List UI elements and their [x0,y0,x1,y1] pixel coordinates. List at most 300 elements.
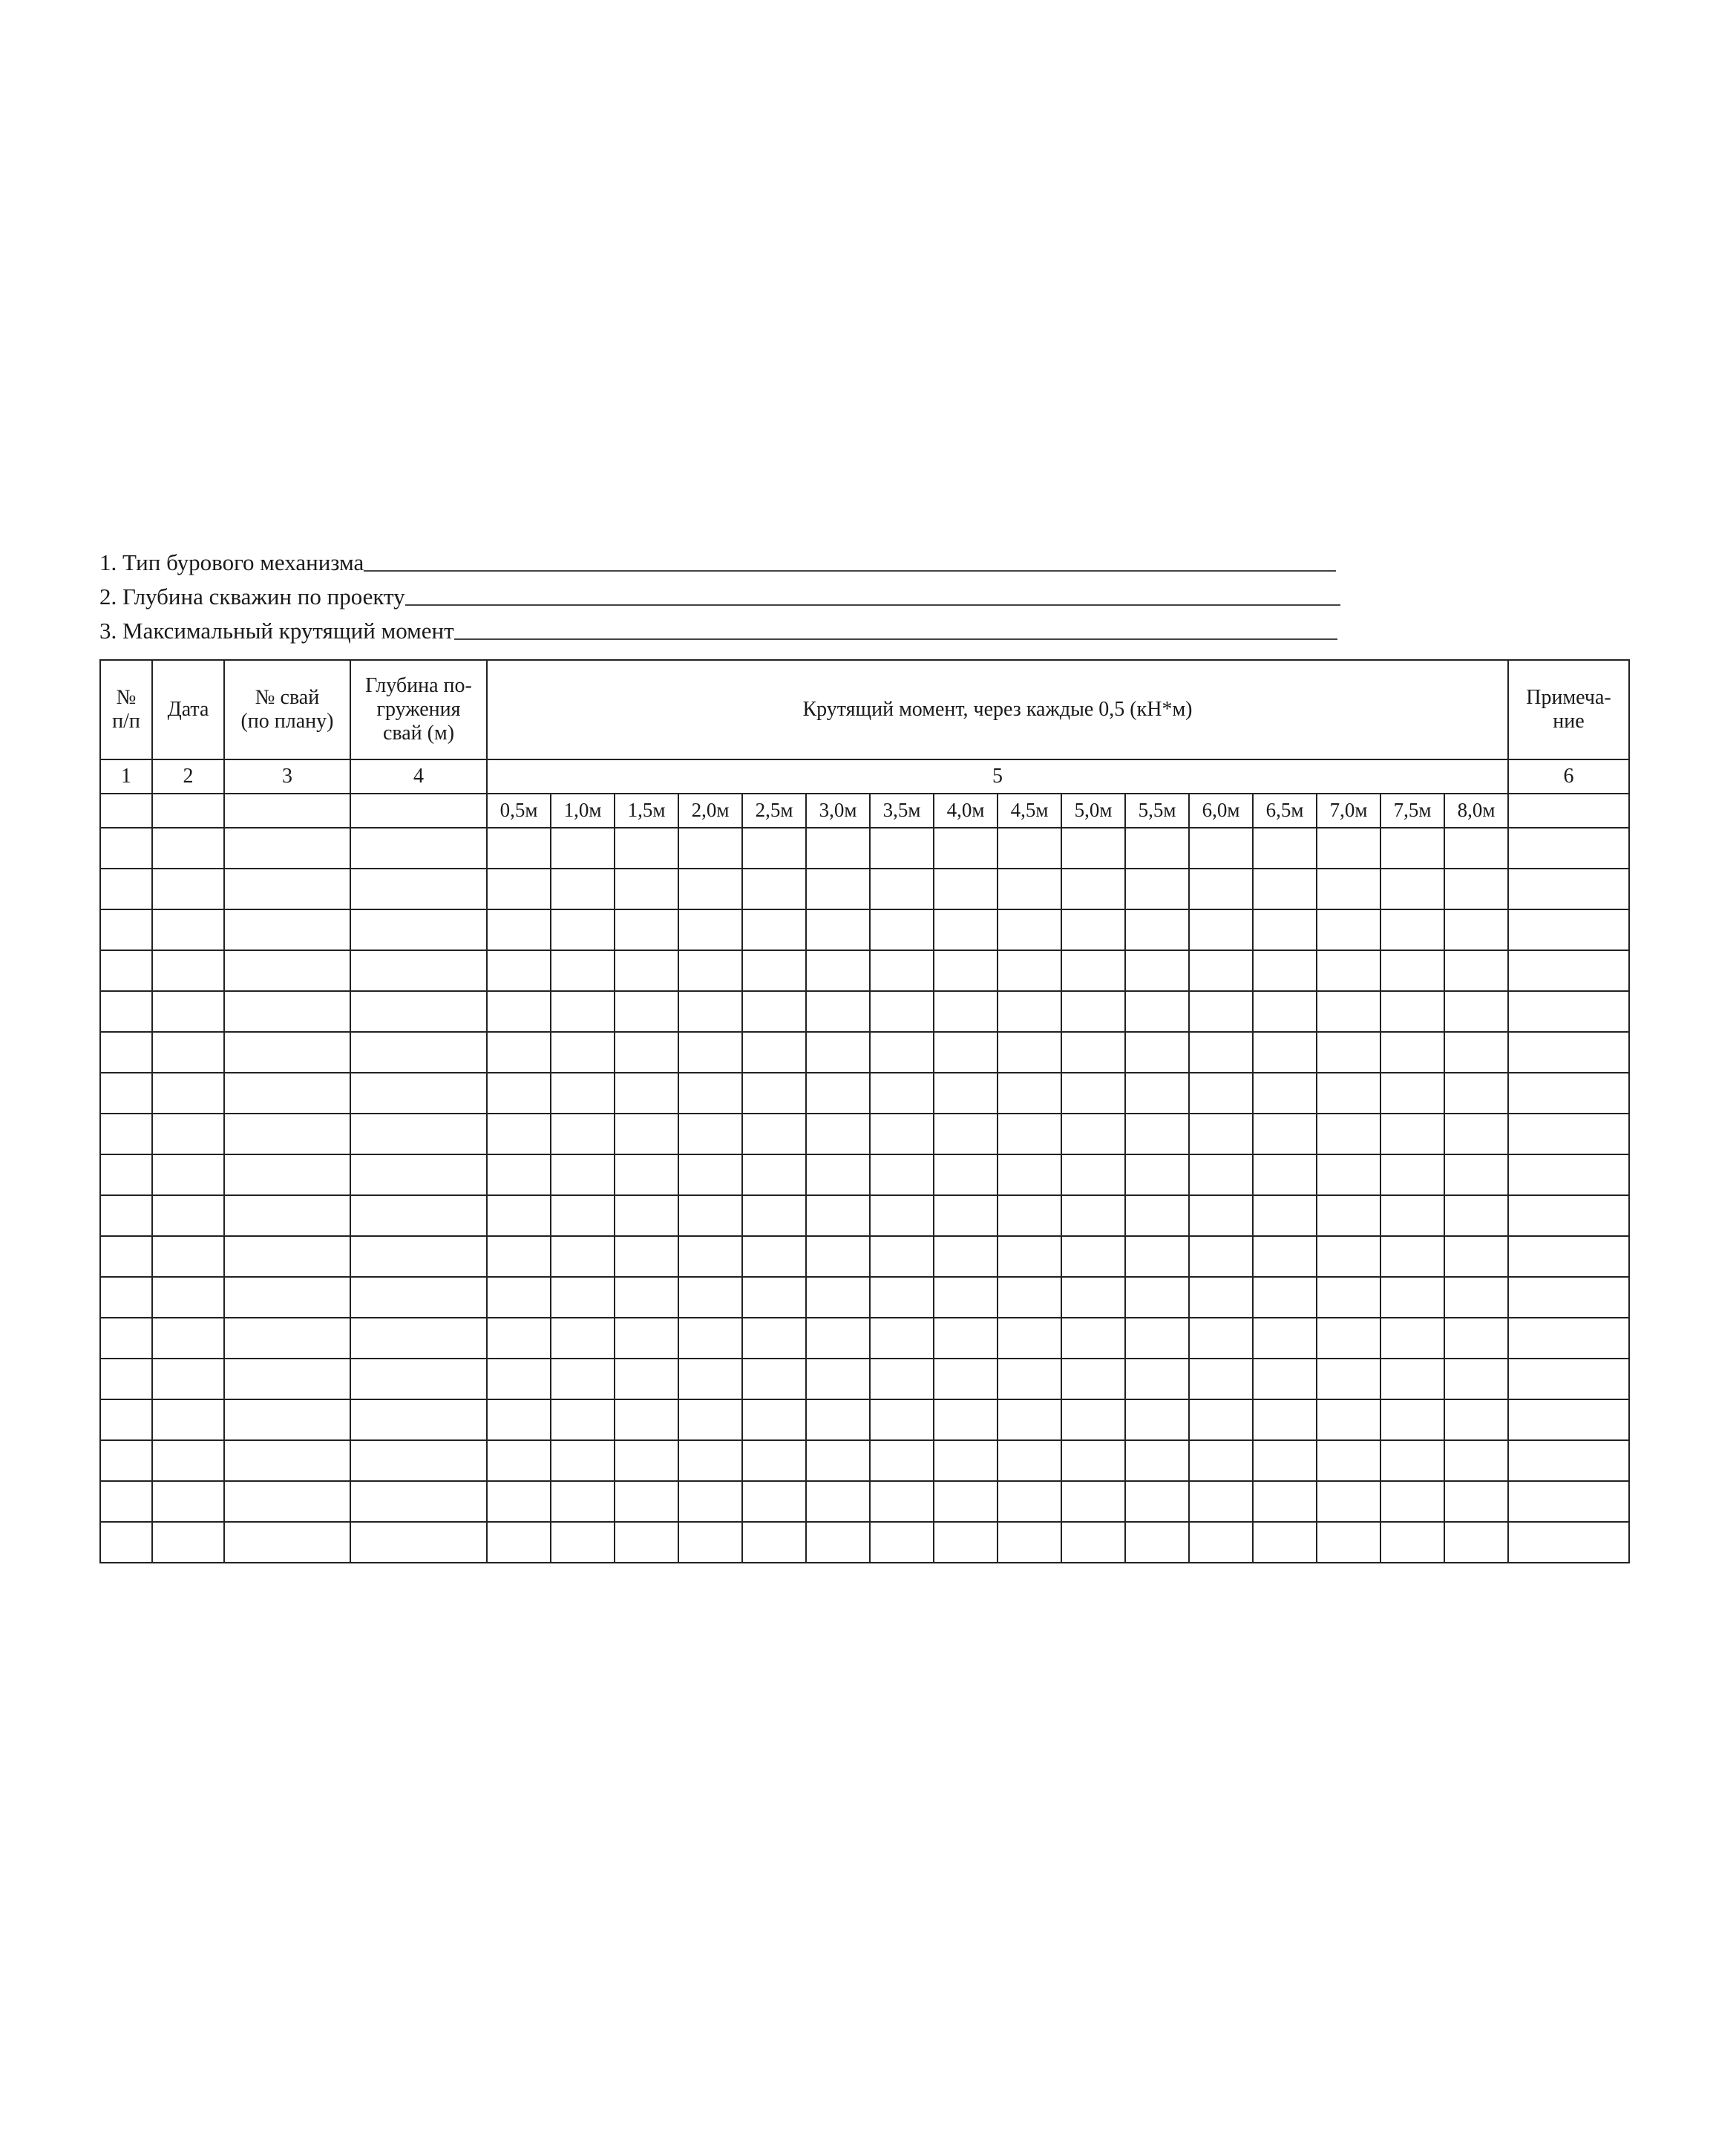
table-cell[interactable] [1508,869,1629,909]
table-cell[interactable] [678,1277,742,1318]
table-cell[interactable] [1253,1277,1317,1318]
table-cell[interactable] [1253,909,1317,950]
table-cell[interactable] [998,909,1061,950]
table-cell[interactable] [1253,1195,1317,1236]
table-cell[interactable] [1253,991,1317,1032]
table-cell[interactable] [870,1481,934,1522]
table-cell[interactable] [350,909,487,950]
table-cell[interactable] [806,828,870,869]
table-cell[interactable] [806,1318,870,1359]
table-cell[interactable] [998,1522,1061,1563]
table-cell[interactable] [1253,1359,1317,1399]
table-cell[interactable] [1189,1073,1253,1114]
table-cell[interactable] [615,909,678,950]
table-cell[interactable] [152,1318,224,1359]
table-cell[interactable] [615,1236,678,1277]
table-cell[interactable] [152,1359,224,1399]
table-cell[interactable] [615,1522,678,1563]
table-cell[interactable] [934,1481,998,1522]
table-cell[interactable] [1125,1318,1189,1359]
table-cell[interactable] [1508,1277,1629,1318]
table-cell[interactable] [487,828,551,869]
table-cell[interactable] [487,1481,551,1522]
table-cell[interactable] [615,1359,678,1399]
table-cell[interactable] [100,991,152,1032]
table-cell[interactable] [551,1277,615,1318]
table-cell[interactable] [152,909,224,950]
table-cell[interactable] [870,1073,934,1114]
table-cell[interactable] [100,1359,152,1399]
table-cell[interactable] [1125,909,1189,950]
table-cell[interactable] [1253,950,1317,991]
table-cell[interactable] [1317,869,1380,909]
table-cell[interactable] [487,1359,551,1399]
table-cell[interactable] [934,1440,998,1481]
table-cell[interactable] [1508,1522,1629,1563]
table-cell[interactable] [1125,828,1189,869]
table-cell[interactable] [551,1073,615,1114]
table-cell[interactable] [1317,1277,1380,1318]
table-cell[interactable] [224,1073,350,1114]
table-cell[interactable] [551,909,615,950]
table-cell[interactable] [100,1236,152,1277]
table-cell[interactable] [998,828,1061,869]
table-cell[interactable] [551,1032,615,1073]
table-cell[interactable] [742,1440,806,1481]
table-cell[interactable] [1061,1154,1125,1195]
table-cell[interactable] [152,1195,224,1236]
table-cell[interactable] [224,1318,350,1359]
table-cell[interactable] [742,1399,806,1440]
table-cell[interactable] [1061,869,1125,909]
table-cell[interactable] [934,1236,998,1277]
table-cell[interactable] [1380,1481,1444,1522]
table-cell[interactable] [224,1522,350,1563]
table-cell[interactable] [1317,1359,1380,1399]
table-cell[interactable] [1061,1032,1125,1073]
table-cell[interactable] [1380,1114,1444,1154]
table-cell[interactable] [806,950,870,991]
table-cell[interactable] [1189,1032,1253,1073]
table-cell[interactable] [350,1318,487,1359]
table-cell[interactable] [1061,1236,1125,1277]
table-cell[interactable] [615,1154,678,1195]
table-cell[interactable] [100,909,152,950]
table-cell[interactable] [870,869,934,909]
table-cell[interactable] [615,1195,678,1236]
table-cell[interactable] [551,1318,615,1359]
table-cell[interactable] [1317,950,1380,991]
table-cell[interactable] [1125,1195,1189,1236]
table-cell[interactable] [1125,1154,1189,1195]
table-cell[interactable] [551,1114,615,1154]
table-cell[interactable] [1380,1154,1444,1195]
table-cell[interactable] [678,1073,742,1114]
table-cell[interactable] [615,1277,678,1318]
table-cell[interactable] [806,1073,870,1114]
table-cell[interactable] [1380,1277,1444,1318]
table-cell[interactable] [806,1359,870,1399]
table-cell[interactable] [678,1154,742,1195]
table-cell[interactable] [934,1399,998,1440]
table-cell[interactable] [487,1195,551,1236]
table-cell[interactable] [487,1277,551,1318]
table-cell[interactable] [998,950,1061,991]
table-cell[interactable] [1380,1359,1444,1399]
table-cell[interactable] [487,950,551,991]
table-cell[interactable] [350,950,487,991]
table-cell[interactable] [1189,1114,1253,1154]
table-cell[interactable] [934,1318,998,1359]
table-cell[interactable] [742,1195,806,1236]
table-cell[interactable] [1317,1236,1380,1277]
table-cell[interactable] [1317,1481,1380,1522]
table-cell[interactable] [1508,1399,1629,1440]
table-cell[interactable] [224,1359,350,1399]
table-cell[interactable] [551,1359,615,1399]
table-cell[interactable] [998,1399,1061,1440]
table-cell[interactable] [934,1032,998,1073]
table-cell[interactable] [1317,991,1380,1032]
table-cell[interactable] [806,1114,870,1154]
table-cell[interactable] [870,1359,934,1399]
table-cell[interactable] [1317,1154,1380,1195]
table-cell[interactable] [806,1440,870,1481]
table-cell[interactable] [1061,1359,1125,1399]
table-cell[interactable] [487,1236,551,1277]
table-cell[interactable] [1189,1522,1253,1563]
table-cell[interactable] [998,1195,1061,1236]
table-cell[interactable] [100,1440,152,1481]
table-cell[interactable] [152,1440,224,1481]
table-cell[interactable] [100,1032,152,1073]
table-cell[interactable] [998,869,1061,909]
table-cell[interactable] [100,869,152,909]
table-cell[interactable] [742,1236,806,1277]
table-cell[interactable] [1189,1399,1253,1440]
table-cell[interactable] [678,1359,742,1399]
table-cell[interactable] [1380,909,1444,950]
table-cell[interactable] [998,1481,1061,1522]
table-cell[interactable] [551,869,615,909]
table-cell[interactable] [100,1073,152,1114]
table-cell[interactable] [1317,1073,1380,1114]
table-cell[interactable] [1189,1318,1253,1359]
table-cell[interactable] [1061,1277,1125,1318]
table-cell[interactable] [678,1399,742,1440]
table-cell[interactable] [1508,909,1629,950]
table-cell[interactable] [551,1399,615,1440]
table-cell[interactable] [1189,1481,1253,1522]
table-cell[interactable] [678,1195,742,1236]
table-cell[interactable] [1380,991,1444,1032]
table-cell[interactable] [806,991,870,1032]
table-cell[interactable] [870,828,934,869]
table-cell[interactable] [806,1236,870,1277]
table-cell[interactable] [1189,1154,1253,1195]
table-cell[interactable] [742,1481,806,1522]
table-cell[interactable] [1444,1114,1508,1154]
table-cell[interactable] [1189,828,1253,869]
table-cell[interactable] [152,1522,224,1563]
table-cell[interactable] [1444,869,1508,909]
table-cell[interactable] [1508,950,1629,991]
table-cell[interactable] [1317,1032,1380,1073]
table-cell[interactable] [551,1236,615,1277]
table-cell[interactable] [152,1114,224,1154]
table-cell[interactable] [1380,828,1444,869]
table-cell[interactable] [350,1440,487,1481]
table-cell[interactable] [152,1399,224,1440]
table-cell[interactable] [1253,869,1317,909]
table-cell[interactable] [870,1114,934,1154]
table-cell[interactable] [615,828,678,869]
table-cell[interactable] [350,991,487,1032]
table-cell[interactable] [742,1073,806,1114]
table-cell[interactable] [615,1481,678,1522]
table-cell[interactable] [1444,1073,1508,1114]
table-cell[interactable] [1444,1359,1508,1399]
table-cell[interactable] [1380,1195,1444,1236]
table-cell[interactable] [152,1154,224,1195]
table-cell[interactable] [551,1522,615,1563]
table-cell[interactable] [551,1154,615,1195]
table-cell[interactable] [870,950,934,991]
table-cell[interactable] [1444,1032,1508,1073]
table-cell[interactable] [998,1154,1061,1195]
table-cell[interactable] [870,1236,934,1277]
table-cell[interactable] [615,1032,678,1073]
table-cell[interactable] [1189,869,1253,909]
table-cell[interactable] [350,1032,487,1073]
table-cell[interactable] [1508,1032,1629,1073]
table-cell[interactable] [678,1032,742,1073]
table-cell[interactable] [742,828,806,869]
table-cell[interactable] [1125,869,1189,909]
table-cell[interactable] [224,1440,350,1481]
table-cell[interactable] [1125,1522,1189,1563]
table-cell[interactable] [350,1114,487,1154]
table-cell[interactable] [1444,1195,1508,1236]
table-cell[interactable] [1508,1195,1629,1236]
table-cell[interactable] [1125,1399,1189,1440]
table-cell[interactable] [1189,991,1253,1032]
table-cell[interactable] [934,991,998,1032]
table-cell[interactable] [152,869,224,909]
table-cell[interactable] [487,1114,551,1154]
table-cell[interactable] [870,909,934,950]
table-cell[interactable] [1125,1236,1189,1277]
table-cell[interactable] [1253,1481,1317,1522]
table-cell[interactable] [350,1399,487,1440]
table-cell[interactable] [1061,909,1125,950]
table-cell[interactable] [742,1522,806,1563]
table-cell[interactable] [742,1154,806,1195]
table-cell[interactable] [100,1522,152,1563]
table-cell[interactable] [100,1154,152,1195]
table-cell[interactable] [1444,1318,1508,1359]
table-cell[interactable] [615,1440,678,1481]
table-cell[interactable] [998,1359,1061,1399]
table-cell[interactable] [678,1481,742,1522]
table-cell[interactable] [1253,1440,1317,1481]
table-cell[interactable] [806,1481,870,1522]
table-cell[interactable] [870,1277,934,1318]
table-cell[interactable] [1508,1154,1629,1195]
table-cell[interactable] [1189,909,1253,950]
table-cell[interactable] [870,1032,934,1073]
table-cell[interactable] [615,1318,678,1359]
table-cell[interactable] [350,1481,487,1522]
table-cell[interactable] [224,1154,350,1195]
table-cell[interactable] [678,828,742,869]
table-cell[interactable] [806,1277,870,1318]
table-cell[interactable] [1125,1481,1189,1522]
table-cell[interactable] [1380,1522,1444,1563]
table-cell[interactable] [678,991,742,1032]
table-cell[interactable] [1061,1318,1125,1359]
table-cell[interactable] [152,1236,224,1277]
table-cell[interactable] [350,1359,487,1399]
table-cell[interactable] [870,1154,934,1195]
table-cell[interactable] [870,991,934,1032]
table-cell[interactable] [998,1032,1061,1073]
table-cell[interactable] [678,1114,742,1154]
table-cell[interactable] [678,1440,742,1481]
table-cell[interactable] [934,1195,998,1236]
table-cell[interactable] [1380,1440,1444,1481]
table-cell[interactable] [1125,1114,1189,1154]
table-cell[interactable] [870,1195,934,1236]
table-cell[interactable] [1380,950,1444,991]
table-cell[interactable] [615,1114,678,1154]
table-cell[interactable] [934,1277,998,1318]
table-cell[interactable] [1444,1236,1508,1277]
table-cell[interactable] [1508,1359,1629,1399]
table-cell[interactable] [224,909,350,950]
table-cell[interactable] [350,828,487,869]
table-cell[interactable] [152,950,224,991]
table-cell[interactable] [1508,828,1629,869]
table-cell[interactable] [1444,950,1508,991]
table-cell[interactable] [1508,1236,1629,1277]
table-cell[interactable] [487,1399,551,1440]
fill-in-line[interactable] [364,570,1336,572]
table-cell[interactable] [100,1399,152,1440]
table-cell[interactable] [152,1032,224,1073]
table-cell[interactable] [870,1522,934,1563]
table-cell[interactable] [487,909,551,950]
table-cell[interactable] [1508,991,1629,1032]
table-cell[interactable] [1444,1440,1508,1481]
table-cell[interactable] [1380,869,1444,909]
table-cell[interactable] [350,1154,487,1195]
table-cell[interactable] [806,1399,870,1440]
table-cell[interactable] [487,869,551,909]
table-cell[interactable] [1380,1073,1444,1114]
table-cell[interactable] [806,1154,870,1195]
table-cell[interactable] [350,1073,487,1114]
table-cell[interactable] [678,869,742,909]
table-cell[interactable] [1508,1481,1629,1522]
table-cell[interactable] [1189,1277,1253,1318]
table-cell[interactable] [551,828,615,869]
table-cell[interactable] [742,1318,806,1359]
table-cell[interactable] [934,1154,998,1195]
table-cell[interactable] [224,950,350,991]
table-cell[interactable] [1125,1359,1189,1399]
table-cell[interactable] [1380,1236,1444,1277]
table-cell[interactable] [487,1032,551,1073]
table-cell[interactable] [934,1522,998,1563]
table-cell[interactable] [742,1277,806,1318]
table-cell[interactable] [1444,991,1508,1032]
table-cell[interactable] [551,1481,615,1522]
table-cell[interactable] [1125,991,1189,1032]
table-cell[interactable] [1061,1481,1125,1522]
table-cell[interactable] [998,1236,1061,1277]
fill-in-line[interactable] [405,604,1340,606]
table-cell[interactable] [1317,1440,1380,1481]
table-cell[interactable] [806,1032,870,1073]
table-cell[interactable] [1444,1481,1508,1522]
table-cell[interactable] [934,909,998,950]
table-cell[interactable] [1125,1073,1189,1114]
table-cell[interactable] [1380,1399,1444,1440]
table-cell[interactable] [152,1481,224,1522]
table-cell[interactable] [870,1399,934,1440]
table-cell[interactable] [1125,1032,1189,1073]
table-cell[interactable] [998,1114,1061,1154]
table-cell[interactable] [224,991,350,1032]
table-cell[interactable] [998,1318,1061,1359]
table-cell[interactable] [1061,1195,1125,1236]
table-cell[interactable] [224,1114,350,1154]
table-cell[interactable] [934,828,998,869]
table-cell[interactable] [551,1440,615,1481]
table-cell[interactable] [615,869,678,909]
table-cell[interactable] [100,1318,152,1359]
table-cell[interactable] [678,950,742,991]
table-cell[interactable] [551,950,615,991]
table-cell[interactable] [1061,1440,1125,1481]
table-cell[interactable] [1125,1440,1189,1481]
table-cell[interactable] [551,1195,615,1236]
table-cell[interactable] [1061,828,1125,869]
table-cell[interactable] [1253,1032,1317,1073]
table-cell[interactable] [224,828,350,869]
table-cell[interactable] [100,1481,152,1522]
table-cell[interactable] [1317,828,1380,869]
table-cell[interactable] [1061,1399,1125,1440]
table-cell[interactable] [1444,1522,1508,1563]
table-cell[interactable] [1253,1522,1317,1563]
table-cell[interactable] [487,1522,551,1563]
table-cell[interactable] [350,1195,487,1236]
table-cell[interactable] [224,1032,350,1073]
table-cell[interactable] [487,991,551,1032]
table-cell[interactable] [1061,1522,1125,1563]
table-cell[interactable] [806,1522,870,1563]
table-cell[interactable] [487,1073,551,1114]
table-cell[interactable] [152,828,224,869]
table-cell[interactable] [934,1073,998,1114]
table-cell[interactable] [350,1236,487,1277]
table-cell[interactable] [1317,1318,1380,1359]
table-cell[interactable] [998,991,1061,1032]
table-cell[interactable] [224,1481,350,1522]
table-cell[interactable] [1125,950,1189,991]
